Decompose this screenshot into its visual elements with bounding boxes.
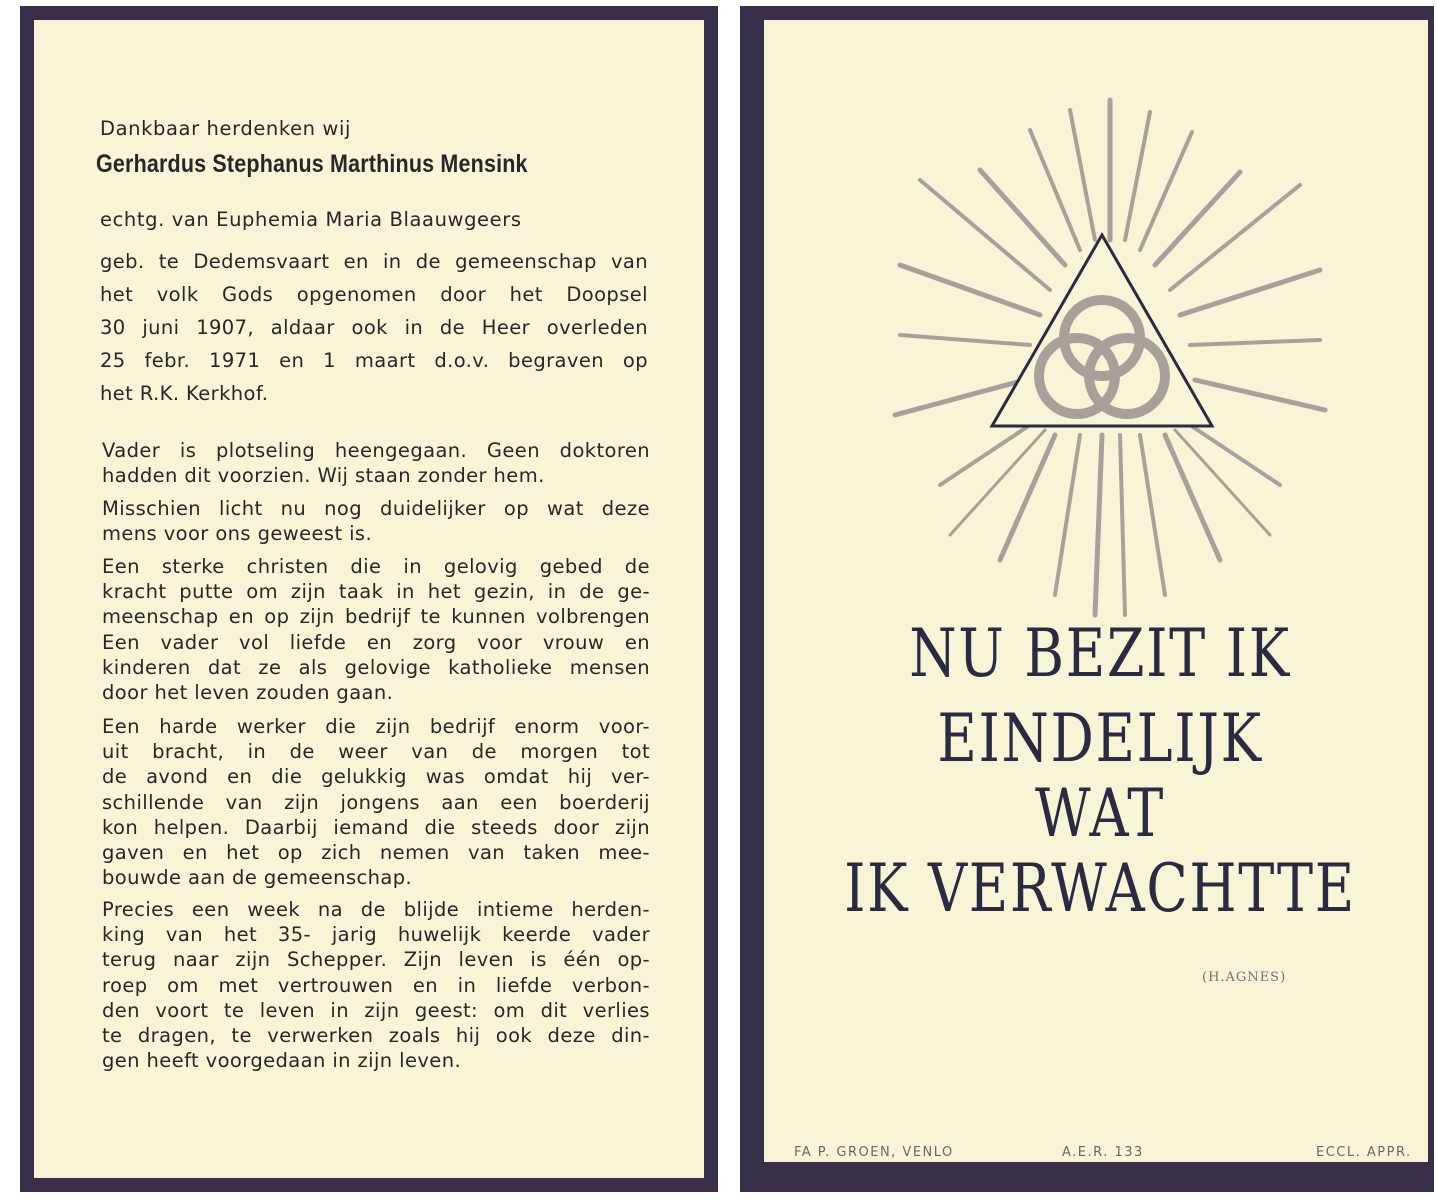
text-line: door het leven zouden gaan.: [102, 680, 394, 704]
motto-line-2: EINDELIJK: [937, 700, 1263, 777]
text-line: gaven en het op zich nemen van taken mee-: [102, 840, 650, 864]
triangle-shape: [992, 235, 1212, 426]
text-line: Vader is plotseling heengegaan. Geen doktoren: [102, 439, 650, 462]
paragraph-5: [102, 897, 650, 1073]
text-line: gen heeft voorgedaan in zijn leven.: [102, 1049, 462, 1073]
paragraph-3: [102, 554, 650, 705]
text-line: king van het 35- jarig huwelijk keerde vader: [102, 923, 650, 947]
text-line: kon helpen. Daarbij iemand die steeds door zijn: [102, 815, 650, 839]
text-line: hadden dit voorzien. Wij staan zonder hem.: [102, 464, 545, 488]
spouse-text: echtg. van Euphemia Maria Blaauwgeers: [100, 208, 522, 231]
bio-line: het volk Gods opgenomen door het Doopsel: [100, 283, 648, 306]
paragraph-1: [102, 438, 650, 488]
text-line: Een vader vol liefde en zorg voor vrouw en: [102, 630, 650, 654]
motto-line-3: WAT: [1034, 775, 1166, 852]
bio-line: 25 febr. 1971 en 1 maart d.o.v. begraven op: [100, 349, 648, 372]
intro-text: Dankbaar herdenken wij: [100, 117, 352, 140]
text-line: schillende van zijn jongens aan een boerderij: [102, 790, 650, 814]
paragraph-4: [102, 714, 650, 890]
bio-line: 30 juni 1907, aldaar ook in de Heer overleden: [100, 316, 648, 339]
text-line: Misschien licht nu nog duidelijker op wat deze: [102, 497, 650, 520]
trinity-emblem: [880, 90, 1340, 630]
text-line: roep om met vertrouwen en in liefde verbon-: [102, 973, 650, 997]
text-line: te dragen, te verwerken zoals hij ook deze din-: [102, 1023, 650, 1047]
text-line: Een harde werker die zijn bedrijf enorm voor-: [102, 715, 650, 738]
motto-line-4: IK VERWACHTTE: [844, 850, 1356, 927]
text-line: uit bracht, in de weer van de morgen tot: [102, 740, 650, 764]
text-line: bouwde aan de gemeenschap.: [102, 866, 413, 890]
paragraph-2: [102, 496, 650, 546]
deceased-name: Gerhardus Stephanus Marthinus Mensink: [96, 150, 528, 178]
text-line: mens voor ons geweest is.: [102, 522, 373, 546]
text-line: de avond en die gelukkig was omdat hij ver-: [102, 765, 650, 789]
text-line: Een sterke christen die in gelovig gebed de: [102, 555, 650, 578]
text-line: meenschap en op zijn bedrijf te kunnen volbrengen: [102, 605, 650, 629]
text-line: den voort te leven in zijn geest: om dit verlies: [102, 998, 650, 1022]
approval-text: ECCL. APPR.: [1316, 1145, 1412, 1160]
author-credit: (H.AGNES): [1202, 970, 1287, 985]
text-line: kinderen dat ze als gelovige katholieke mensen: [102, 655, 650, 679]
text-line: Precies een week na de blijde intieme herden-: [102, 898, 650, 921]
bio-line: het R.K. Kerkhof.: [100, 382, 269, 405]
number-text: A.E.R. 133: [1062, 1145, 1144, 1160]
bio-line: geb. te Dedemsvaart en in de gemeenschap van: [100, 250, 648, 273]
bio-block: [100, 245, 648, 410]
motto-line-1: NU BEZIT IK: [909, 615, 1291, 692]
text-line: terug naar zijn Schepper. Zijn leven is één op-: [102, 948, 650, 972]
printer-text: FA P. GROEN, VENLO: [794, 1145, 954, 1160]
text-line: kracht putte om zijn taak in het gezin, in de ge-: [102, 580, 650, 604]
